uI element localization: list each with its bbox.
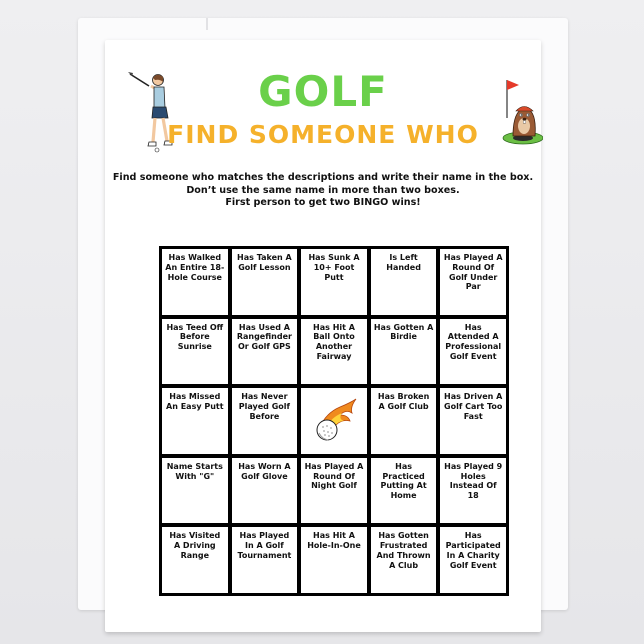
bingo-cell[interactable]: Has Played In A Golf Tournament xyxy=(232,527,298,593)
bingo-cell[interactable]: Has Walked An Entire 18-Hole Course xyxy=(162,249,228,315)
bingo-grid xyxy=(159,246,509,596)
bingo-cell[interactable]: Has Gotten A Birdie xyxy=(371,319,437,385)
bingo-cell[interactable]: Has Participated In A Charity Golf Event xyxy=(440,527,506,593)
bingo-cell[interactable]: Has Attended A Professional Golf Event xyxy=(440,319,506,385)
bingo-cell[interactable]: Has Never Played Golf Before xyxy=(232,388,298,454)
subtitle-find-someone-who: FIND SOMEONE WHO xyxy=(167,120,479,149)
bingo-cell[interactable]: Has Visited A Driving Range xyxy=(162,527,228,593)
bingo-cell[interactable]: Has Hit A Ball Onto Another Fairway xyxy=(301,319,367,385)
bingo-cell[interactable]: Has Gotten Frustrated And Thrown A Club xyxy=(371,527,437,593)
bingo-cell[interactable]: Has Driven A Golf Cart Too Fast xyxy=(440,388,506,454)
gopher-with-flag-icon xyxy=(493,74,543,154)
flaming-golf-ball-icon xyxy=(310,397,358,445)
bingo-cell[interactable]: Has Missed An Easy Putt xyxy=(162,388,228,454)
instructions xyxy=(105,172,541,210)
card-fold xyxy=(206,18,208,30)
bingo-cell[interactable]: Has Used A Rangefinder Or Golf GPS xyxy=(232,319,298,385)
instruction-line: First person to get two BINGO wins! xyxy=(225,197,421,208)
bingo-cell[interactable]: Has Sunk A 10+ Foot Putt xyxy=(301,249,367,315)
bingo-cell[interactable]: Has Practiced Putting At Home xyxy=(371,458,437,524)
bingo-cell[interactable]: Has Teed Off Before Sunrise xyxy=(162,319,228,385)
flyer-card xyxy=(105,40,541,632)
bingo-cell[interactable]: Has Played 9 Holes Instead Of 18 xyxy=(440,458,506,524)
bingo-cell[interactable]: Has Worn A Golf Glove xyxy=(232,458,298,524)
bingo-cell[interactable]: Has Hit A Hole-In-One xyxy=(301,527,367,593)
bingo-cell[interactable]: Is Left Handed xyxy=(371,249,437,315)
bingo-cell[interactable]: Name Starts With "G" xyxy=(162,458,228,524)
free-space-cell xyxy=(301,388,367,454)
bingo-cell[interactable]: Has Broken A Golf Club xyxy=(371,388,437,454)
bingo-cell[interactable]: Has Played A Round Of Golf Under Par xyxy=(440,249,506,315)
instruction-line: Don’t use the same name in more than two boxes. xyxy=(186,184,460,196)
bingo-cell[interactable]: Has Taken A Golf Lesson xyxy=(232,249,298,315)
bingo-cell[interactable]: Has Played A Round Of Night Golf xyxy=(301,458,367,524)
instruction-line: Find someone who matches the descriptions and write their name in the box. xyxy=(112,172,534,183)
title-golf: GOLF xyxy=(258,67,388,116)
